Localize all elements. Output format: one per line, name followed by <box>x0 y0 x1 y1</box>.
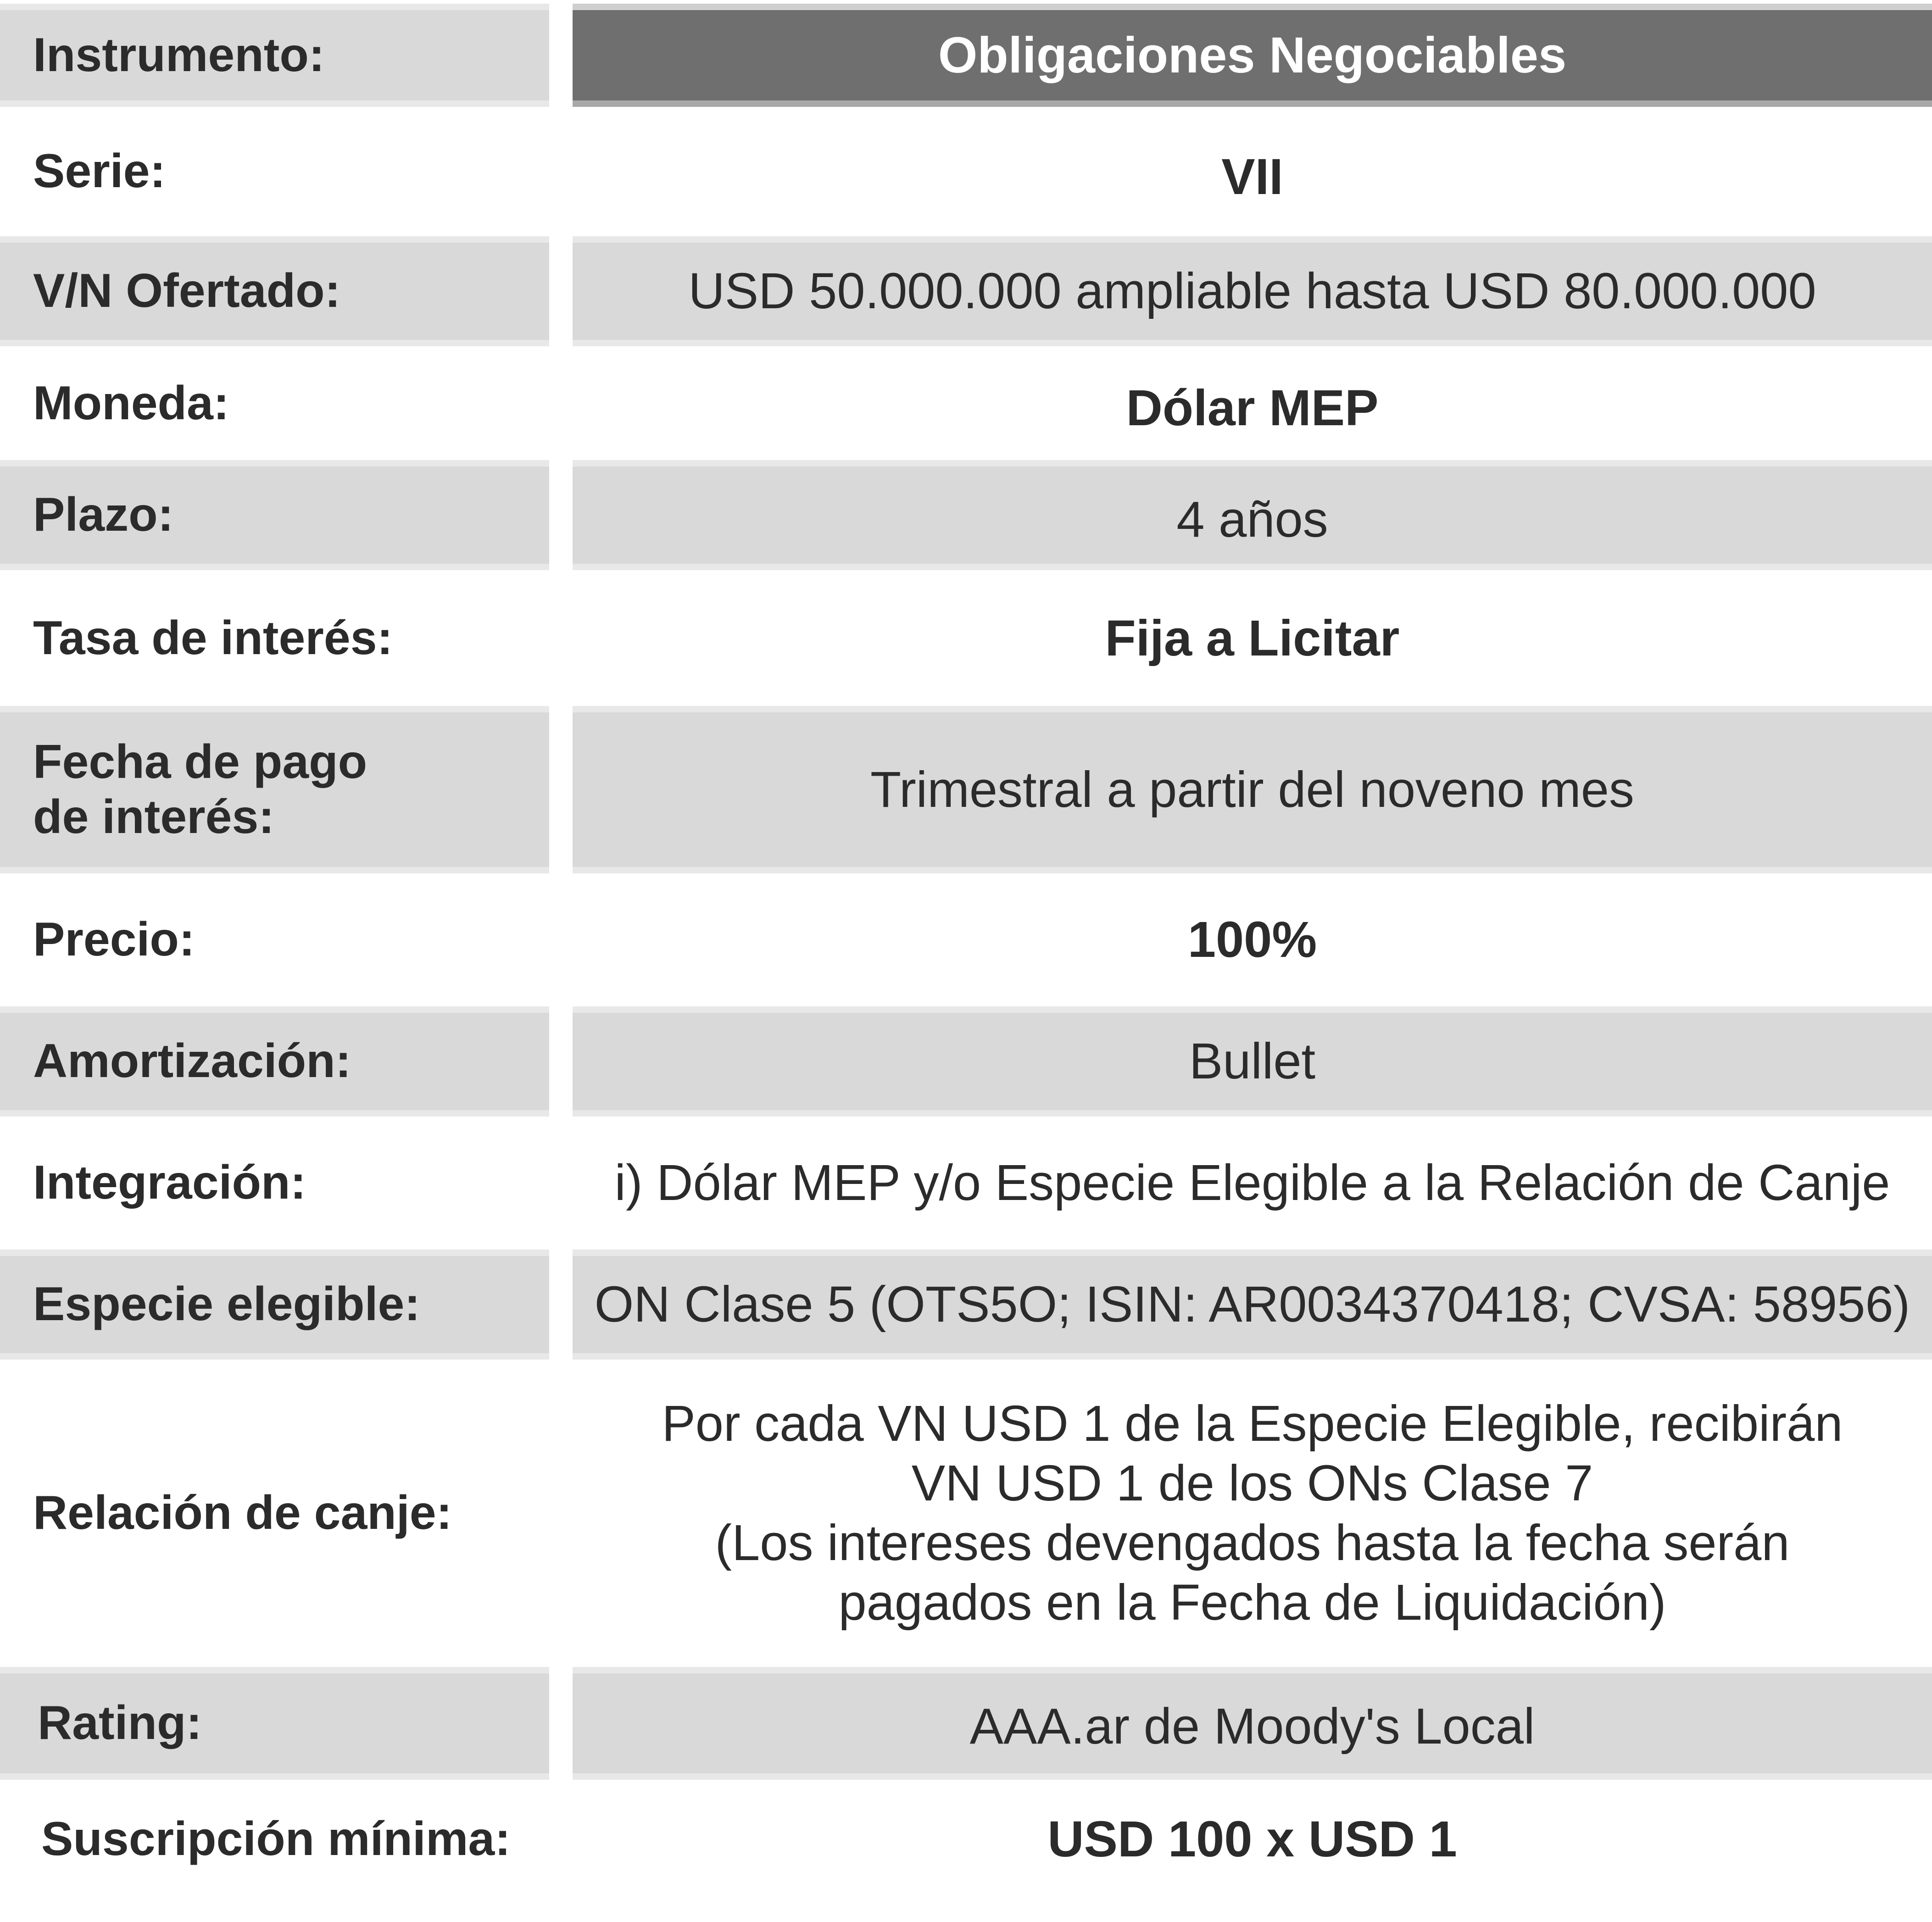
label-plazo: Plazo: <box>0 460 549 570</box>
label-fecha-pago: Fecha de pago de interés: <box>0 706 549 873</box>
value-serie: VII <box>1221 149 1283 206</box>
value-integracion: i) Dólar MEP y/o Especie Elegible a la Relación de Canje <box>614 1155 1890 1211</box>
value-amortizacion: Bullet <box>573 1006 1932 1117</box>
label-amortizacion: Amortización: <box>0 1006 549 1117</box>
value-vn-ofertado: USD 50.000.000 ampliable hasta USD 80.000.000 <box>573 236 1932 346</box>
label-instrumento: Instrumento: <box>0 4 549 107</box>
value-relacion-canje: Por cada VN USD 1 de la Especie Elegible, recibirán VN USD 1 de los ONs Clase 7 (Los intereses devengados hasta la fecha serán pagados en la Fecha de Liquidación) <box>662 1395 1843 1631</box>
value-especie-elegible: ON Clase 5 (OTS5O; ISIN: AR0034370418; CVSA: 58956) <box>573 1250 1932 1360</box>
label-rating: Rating: <box>0 1667 549 1780</box>
value-plazo: 4 años <box>573 460 1932 570</box>
value-precio: 100% <box>1187 911 1317 968</box>
label-moneda: Moneda: <box>33 377 229 430</box>
label-tasa-interes: Tasa de interés: <box>33 611 393 665</box>
label-precio: Precio: <box>33 913 195 967</box>
value-rating: AAA.ar de Moody's Local <box>573 1667 1932 1780</box>
value-instrumento: Obligaciones Negociables <box>573 4 1932 107</box>
label-vn-ofertado: V/N Ofertado: <box>0 236 549 346</box>
value-tasa-interes: Fija a Licitar <box>1105 610 1400 667</box>
value-suscripcion-minima: USD 100 x USD 1 <box>1047 1811 1457 1868</box>
label-suscripcion-minima: Suscripción mínima: <box>41 1812 511 1866</box>
value-moneda: Dólar MEP <box>1126 380 1379 437</box>
label-relacion-canje: Relación de canje: <box>33 1486 452 1540</box>
value-fecha-pago: Trimestral a partir del noveno mes <box>573 706 1932 873</box>
label-integracion: Integración: <box>33 1156 306 1210</box>
label-serie: Serie: <box>33 144 166 198</box>
label-especie-elegible: Especie elegible: <box>0 1250 549 1360</box>
